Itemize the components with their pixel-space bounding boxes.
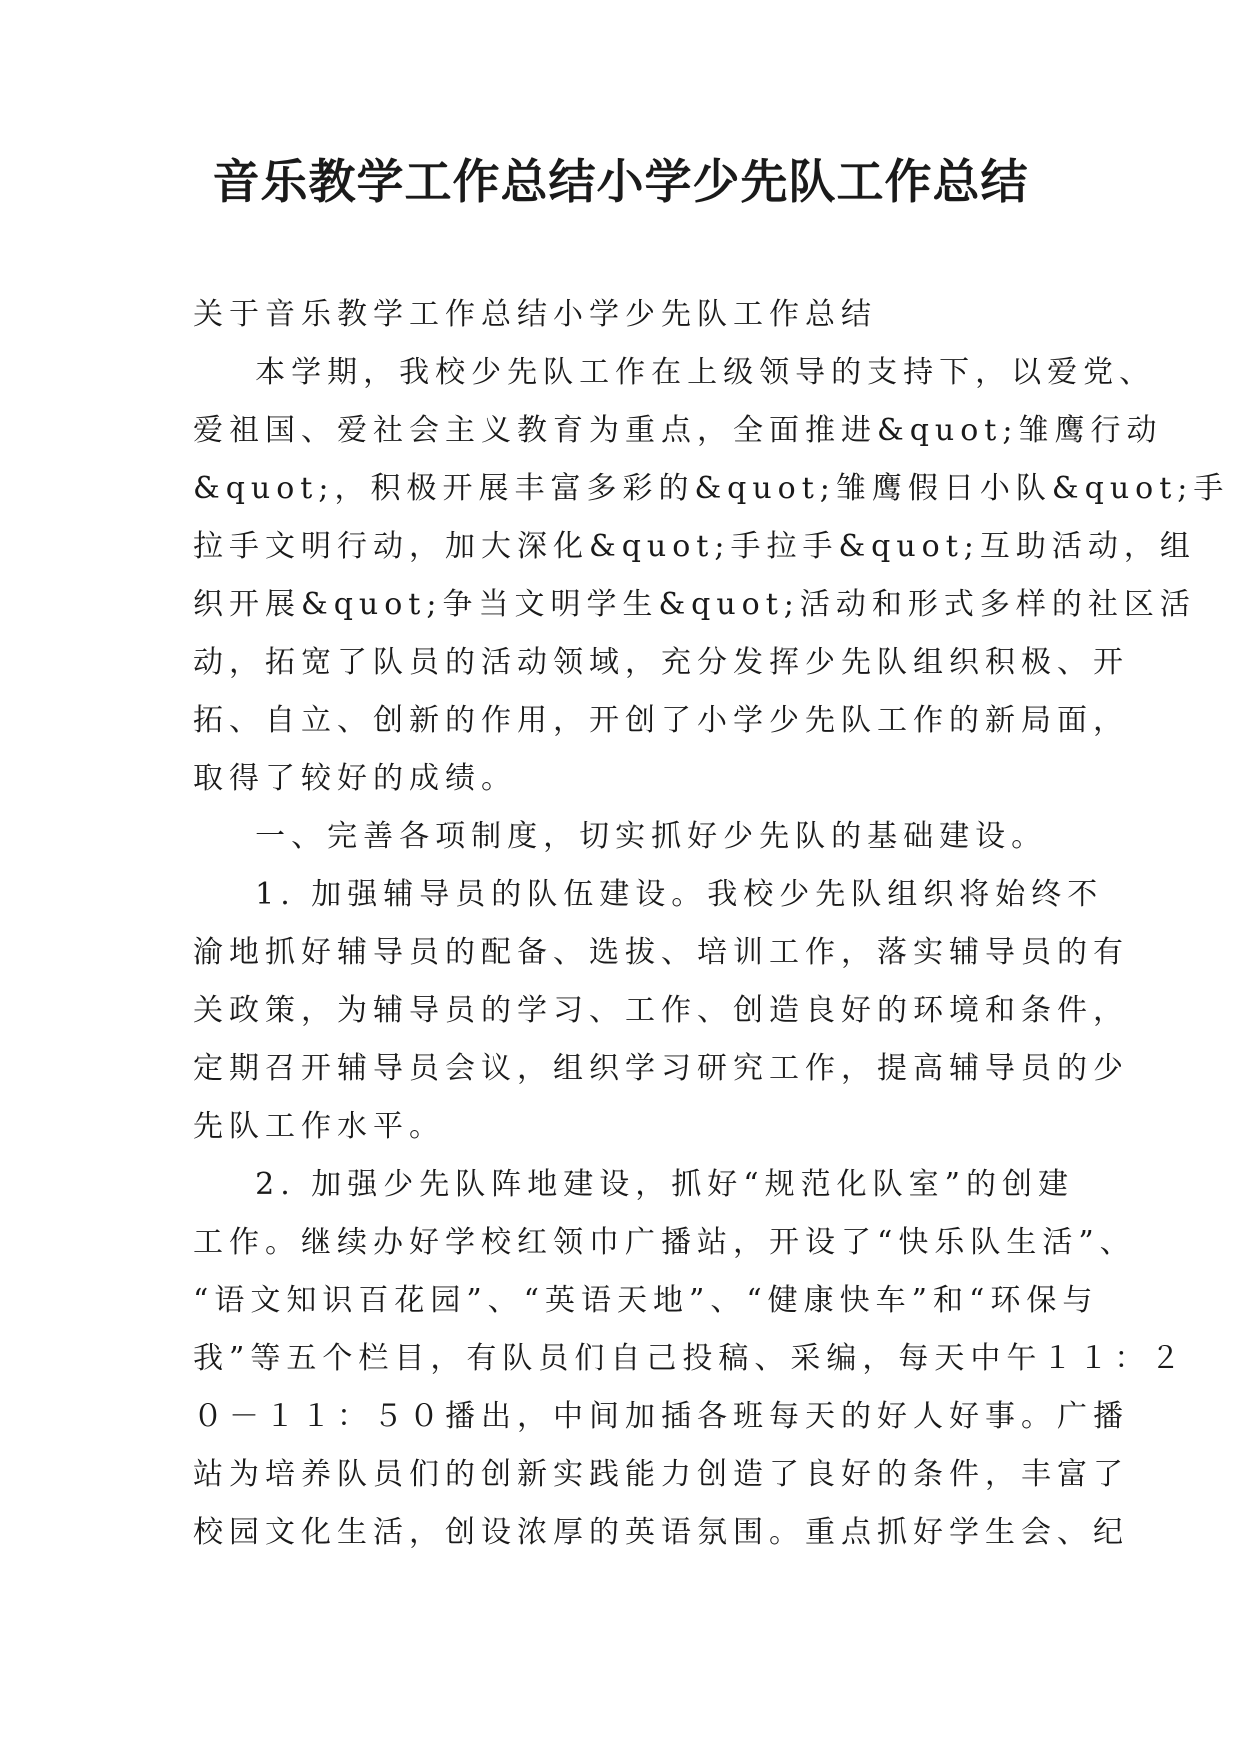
body-line: 工作。继续办好学校红领巾广播站，开设了“快乐队生活”、 [193,1225,1136,1260]
body-line: “语文知识百花园”、“英语天地”、“健康快车”和“环保与 [193,1283,1099,1318]
body-line: 取得了较好的成绩。 [193,761,517,796]
body-line: 本学期，我校少先队工作在上级领导的支持下，以爱党、 [193,355,1156,390]
body-line: 关政策，为辅导员的学习、工作、创造良好的环境和条件， [193,993,1129,1028]
body-line: 织开展&quot;争当文明学生&quot;活动和形式多样的社区活 [193,587,1196,622]
document-title: 音乐教学工作总结小学少先队工作总结 [212,155,1029,210]
body-line: 一、完善各项制度，切实抓好少先队的基础建设。 [193,819,1048,854]
body-line: 先队工作水平。 [193,1109,445,1144]
body-line: 定期召开辅导员会议，组织学习研究工作，提高辅导员的少 [193,1051,1129,1086]
body-line: 1. 加强辅导员的队伍建设。我校少先队组织将始终不 [193,877,1104,912]
body-line: 动，拓宽了队员的活动领域，充分发挥少先队组织积极、开 [193,645,1129,680]
body-line: 站为培养队员们的创新实践能力创造了良好的条件，丰富了 [193,1457,1129,1492]
body-line: 渝地抓好辅导员的配备、选拔、培训工作，落实辅导员的有 [193,935,1129,970]
body-line: 爱祖国、爱社会主义教育为重点，全面推进&quot;雏鹰行动 [193,413,1163,448]
body-line: 关于音乐教学工作总结小学少先队工作总结 [193,297,877,332]
body-line: &quot;，积极开展丰富多彩的&quot;雏鹰假日小队&quot;手 [193,471,1230,506]
body-line: 2. 加强少先队阵地建设，抓好“规范化队室”的创建 [193,1167,1074,1202]
document-body [193,286,1230,1562]
body-line: ０－１１：５０播出，中间加插各班每天的好人好事。广播 [193,1399,1129,1434]
body-line: 拓、自立、创新的作用，开创了小学少先队工作的新局面， [193,703,1129,738]
body-line: 校园文化生活，创设浓厚的英语氛围。重点抓好学生会、纪 [193,1515,1129,1550]
body-line: 拉手文明行动，加大深化&quot;手拉手&quot;互助活动，组 [193,529,1196,564]
body-line: 我”等五个栏目，有队员们自己投稿、采编，每天中午１１：２ [193,1341,1187,1376]
